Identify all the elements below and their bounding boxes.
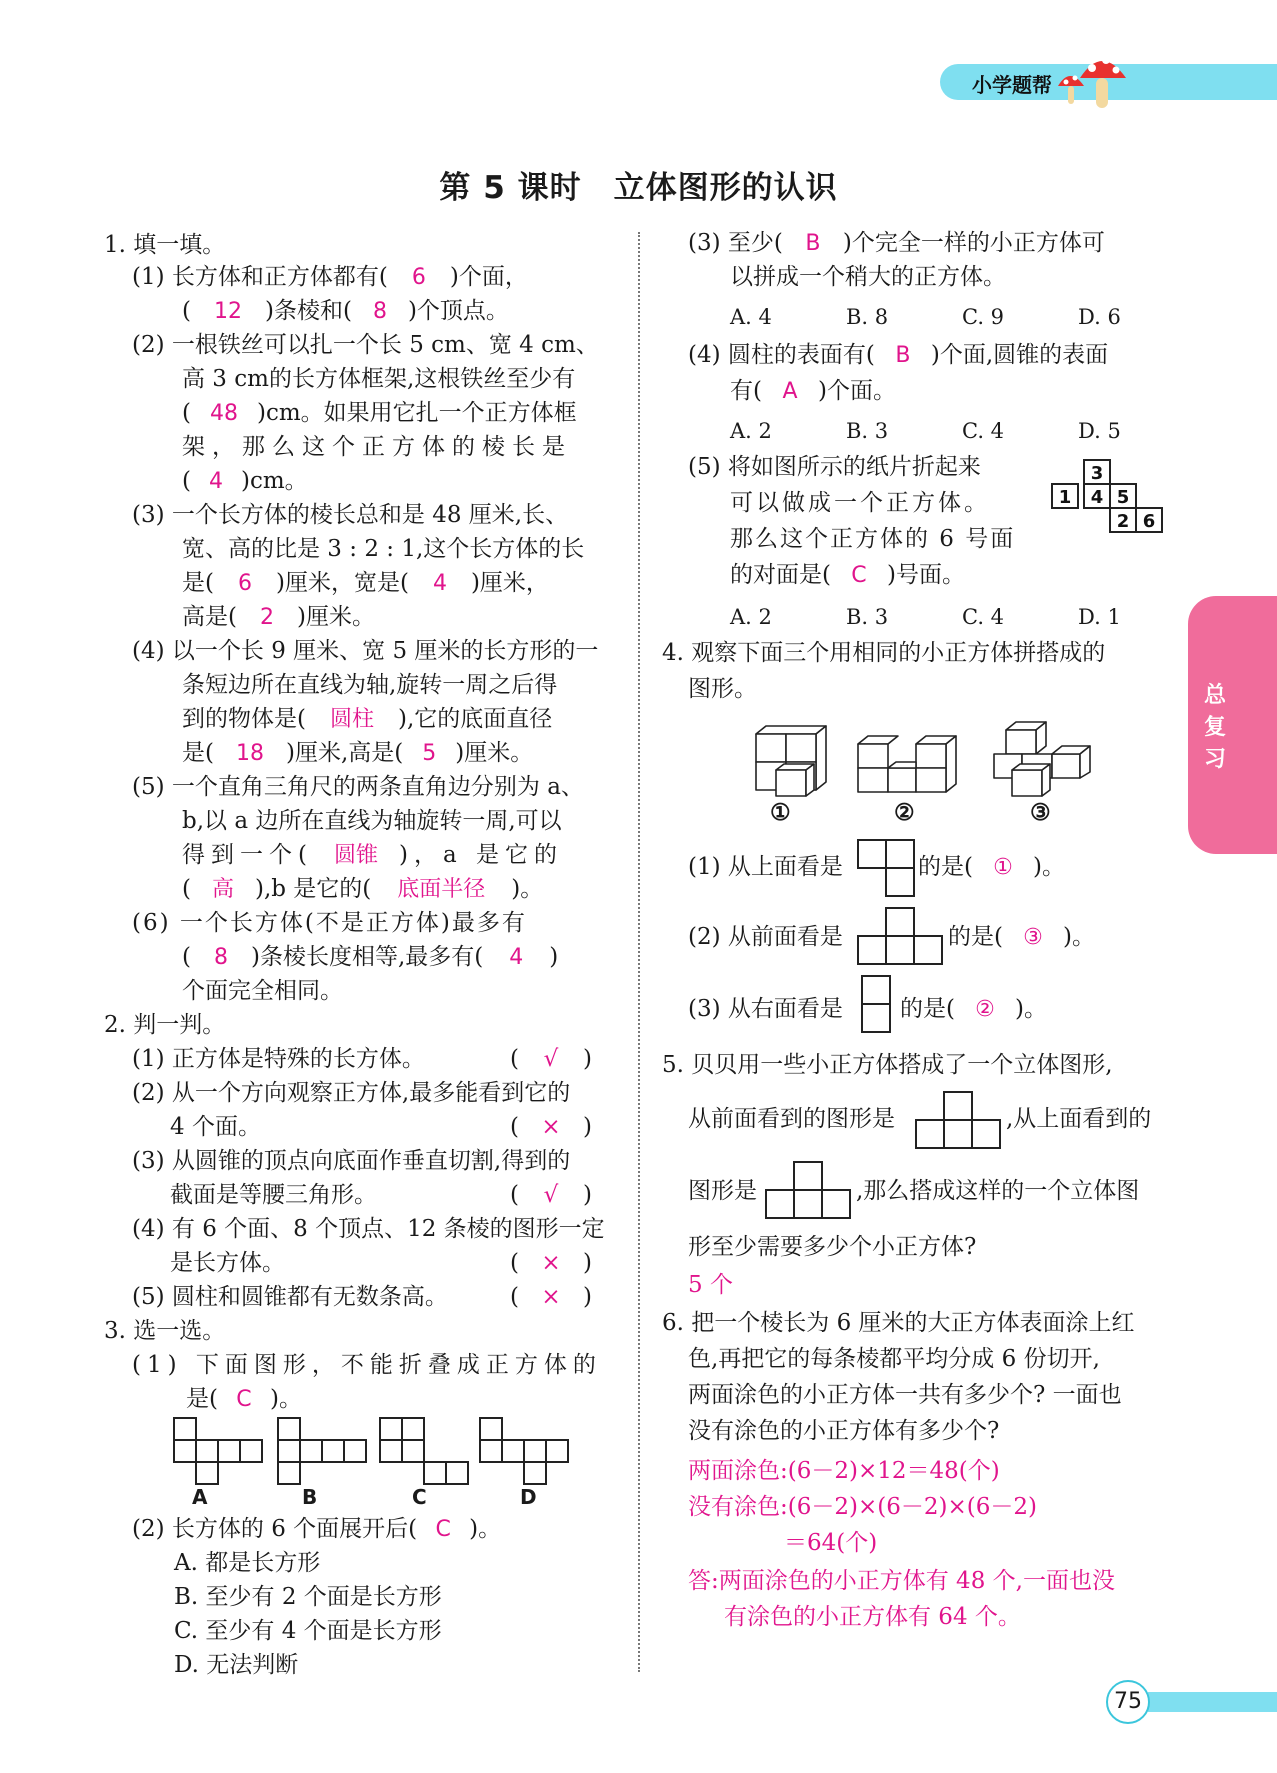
q5-answer: 5 个 xyxy=(688,1272,733,1298)
structure-3-label: ③ xyxy=(1030,799,1051,826)
q3-5-line4: 的对面是( C )号面。 xyxy=(730,562,965,588)
q3-3-option-c: C. 9 xyxy=(962,305,1005,329)
q6-line2: 色,再把它的每条棱都平均分成 6 份切开, xyxy=(688,1346,1100,1372)
q1-2-line2: 高 3 cm的长方体框架,这根铁丝至少有 xyxy=(182,366,576,392)
q6-answer-line2: 没有涂色:(6－2)×(6－2)×(6－2) xyxy=(688,1494,1037,1520)
q1-3-line3: 是( 6 )厘米，宽是( 4 )厘米， xyxy=(182,570,549,596)
q5-line1: 5. 贝贝用一些小正方体搭成了一个立体图形, xyxy=(662,1052,1113,1078)
q1-1-line: (1) 长方体和正方体都有( 6 )个面， xyxy=(132,264,528,290)
q3-3-option-d: D. 6 xyxy=(1078,305,1121,329)
q1-5-line2: b,以 a 边所在直线为轴旋转一周,可以 xyxy=(182,808,562,834)
q3-4-option-d: D. 5 xyxy=(1078,419,1121,443)
q4-1-view xyxy=(856,838,916,898)
q3-5-option-b: B. 3 xyxy=(846,605,889,629)
q3-4-option-c: C. 4 xyxy=(962,419,1005,443)
q6-answer-line1: 两面涂色:(6－2)×12＝48(个) xyxy=(688,1458,1000,1484)
q2-4-statement: (4) 有 6 个面、8 个顶点、12 条棱的图形一定 xyxy=(132,1216,605,1242)
q3-4-line: (4) 圆柱的表面有( B )个面,圆锥的表面 xyxy=(688,342,1109,368)
q1-4-line3: 到的物体是( 圆柱 ),它的底面直径 xyxy=(182,706,553,732)
q6-answer-line4: 答:两面涂色的小正方体有 48 个,一面也没 xyxy=(688,1568,1115,1594)
q3-3-option-b: B. 8 xyxy=(846,305,889,329)
q3-2-option-b: B. 至少有 2 个面是长方形 xyxy=(174,1584,442,1610)
q1-3-line2: 宽、高的比是 3 : 2 : 1,这个长方体的长 xyxy=(182,536,585,562)
q5-top-view xyxy=(764,1160,854,1222)
q2-2-statement: (2) 从一个方向观察正方体,最多能看到它的 xyxy=(132,1080,571,1106)
page-number: 75 xyxy=(1106,1680,1150,1724)
q4-2-suffix: 的是( ③ )。 xyxy=(948,924,1095,950)
q3-2-option-c: C. 至少有 4 个面是长方形 xyxy=(174,1618,442,1644)
net-face-2: 2 xyxy=(1116,511,1130,532)
q1-6-line: (6) 一个长方体(不是正方体)最多有 xyxy=(132,910,527,936)
q3-4-option-b: B. 3 xyxy=(846,419,889,443)
q2-2-statement2: 4 个面。 xyxy=(170,1114,261,1140)
column-divider xyxy=(638,232,640,1672)
q5-line2-prefix: 从前面看到的图形是 xyxy=(688,1106,895,1132)
q2-heading: 2. 判一判。 xyxy=(104,1012,226,1038)
q2-3-statement: (3) 从圆锥的顶点向底面作垂直切割,得到的 xyxy=(132,1148,571,1174)
net-label-d: D xyxy=(520,1485,537,1509)
q2-3-statement2: 截面是等腰三角形。 xyxy=(170,1182,377,1208)
q3-2-option-a: A. 都是长方形 xyxy=(174,1550,321,1576)
net-face-4: 4 xyxy=(1090,487,1104,508)
footer-bar xyxy=(1148,1692,1277,1712)
q6-line1: 6. 把一个棱长为 6 厘米的大正方体表面涂上红 xyxy=(662,1310,1135,1336)
q4-3-view xyxy=(860,974,894,1036)
q6-line4: 没有涂色的小正方体有多少个? xyxy=(688,1418,1000,1444)
q5-front-view xyxy=(914,1090,1004,1152)
header-badge: 小学题帮 xyxy=(972,73,1052,97)
q1-1-line2: ( 12 )条棱和( 8 )个顶点。 xyxy=(182,298,509,324)
q1-5-line4: ( 高 ),b 是它的( 底面半径 )。 xyxy=(182,876,544,902)
q2-2-answer: ( × ) xyxy=(510,1114,592,1140)
q3-1-line: (1) 下面图形，不能折叠成正方体的 xyxy=(132,1352,602,1378)
q3-5-option-a: A. 2 xyxy=(730,605,772,629)
net-face-5: 5 xyxy=(1116,487,1130,508)
q3-5-line: (5) 将如图所示的纸片折起来 xyxy=(688,454,981,480)
q4-3-suffix: 的是( ② )。 xyxy=(900,996,1047,1022)
q3-5-option-d: D. 1 xyxy=(1078,605,1121,629)
q3-5-line3: 那么这个正方体的 6 号面 xyxy=(730,526,1016,552)
net-face-1: 1 xyxy=(1058,487,1072,508)
q5-line2-suffix: ,从上面看到的 xyxy=(1006,1106,1152,1132)
q1-2-line3: ( 48 )cm。如果用它扎一个正方体框 xyxy=(182,400,577,426)
q3-3-line: (3) 至少( B )个完全一样的小正方体可 xyxy=(688,230,1105,256)
structure-3 xyxy=(994,722,1090,796)
cube-structures xyxy=(748,714,1108,822)
q3-2-option-d: D. 无法判断 xyxy=(174,1652,299,1678)
structure-1 xyxy=(756,726,826,796)
q1-3-line: (3) 一个长方体的棱长总和是 48 厘米,长、 xyxy=(132,502,569,528)
q4-3-prefix: (3) 从右面看是 xyxy=(688,996,843,1022)
q4-1-suffix: 的是( ① )。 xyxy=(918,854,1065,880)
q2-3-answer: ( √ ) xyxy=(510,1182,592,1208)
structure-2-label: ② xyxy=(894,799,915,826)
q1-5-line3: 得到一个( 圆锥 )，a 是它的 xyxy=(182,842,563,868)
net-c xyxy=(380,1418,468,1484)
q2-4-statement2: 是长方体。 xyxy=(170,1250,285,1276)
q3-4-line2: 有( A )个面。 xyxy=(730,378,896,404)
net-face-6: 6 xyxy=(1142,511,1156,532)
q5-line3-prefix: 图形是 xyxy=(688,1178,757,1204)
net-b xyxy=(278,1418,366,1484)
net-label-b: B xyxy=(302,1485,318,1509)
net-label-a: A xyxy=(192,1485,208,1509)
net-a xyxy=(174,1418,262,1484)
q2-5-answer: ( × ) xyxy=(510,1284,592,1310)
q2-4-answer: ( × ) xyxy=(510,1250,592,1276)
q4-heading2: 图形。 xyxy=(688,676,757,702)
q6-line3: 两面涂色的小正方体一共有多少个? 一面也 xyxy=(688,1382,1122,1408)
q3-heading: 3. 选一选。 xyxy=(104,1318,226,1344)
q1-6-line3: 个面完全相同。 xyxy=(182,978,343,1004)
q2-5-statement: (5) 圆柱和圆锥都有无数条高。 xyxy=(132,1284,448,1310)
net-d xyxy=(480,1418,568,1484)
q1-heading: 1. 填一填。 xyxy=(104,232,226,258)
q1-6-line2: ( 8 )条棱长度相等,最多有( 4 ) xyxy=(182,944,559,970)
q1-2-line: (2) 一根铁丝可以扎一个长 5 cm、宽 4 cm、 xyxy=(132,332,599,358)
q2-1-statement: (1) 正方体是特殊的长方体。 xyxy=(132,1046,425,1072)
side-tab-label: 总复习 xyxy=(1203,683,1226,772)
structure-1-label: ① xyxy=(770,799,791,826)
q6-answer-line3: ＝64(个) xyxy=(784,1530,878,1556)
q1-2-line4: 架，那么这个正方体的棱长是 xyxy=(182,434,572,460)
q3-5-option-c: C. 4 xyxy=(962,605,1005,629)
mushroom-icon xyxy=(1050,44,1140,114)
page-title: 第 5 课时 立体图形的认识 xyxy=(439,170,838,206)
q5-line4: 形至少需要多少个小正方体? xyxy=(688,1234,977,1260)
q3-3-option-a: A. 4 xyxy=(730,305,772,329)
q4-2-view xyxy=(856,906,946,968)
q1-3-line4: 高是( 2 )厘米。 xyxy=(182,604,375,630)
numbered-net xyxy=(1048,456,1204,548)
q1-4-line: (4) 以一个长 9 厘米、宽 5 厘米的长方形的一 xyxy=(132,638,599,664)
q4-heading: 4. 观察下面三个用相同的小正方体拼搭成的 xyxy=(662,640,1106,666)
q1-2-line5: ( 4 )cm。 xyxy=(182,468,308,494)
q3-3-line2: 以拼成一个稍大的正方体。 xyxy=(730,264,1006,290)
q3-2-line: (2) 长方体的 6 个面展开后( C )。 xyxy=(132,1516,502,1542)
q2-1-answer: ( √ ) xyxy=(510,1046,592,1072)
q5-line3-suffix: ,那么搭成这样的一个立体图 xyxy=(856,1178,1140,1204)
q6-answer-line5: 有涂色的小正方体有 64 个。 xyxy=(724,1604,1021,1630)
cube-nets xyxy=(170,1414,580,1514)
q4-2-prefix: (2) 从前面看是 xyxy=(688,924,843,950)
q3-4-option-a: A. 2 xyxy=(730,419,772,443)
q3-1-line2: 是( C )。 xyxy=(186,1386,302,1412)
structure-2 xyxy=(858,736,956,792)
q3-5-line2: 可以做成一个正方体。 xyxy=(730,490,990,516)
q1-4-line2: 条短边所在直线为轴,旋转一周之后得 xyxy=(182,672,558,698)
q1-5-line: (5) 一个直角三角尺的两条直角边分别为 a、 xyxy=(132,774,584,800)
q4-1-prefix: (1) 从上面看是 xyxy=(688,854,843,880)
net-label-c: C xyxy=(412,1485,427,1509)
net-face-3: 3 xyxy=(1090,463,1104,484)
q1-4-line4: 是( 18 )厘米,高是( 5 )厘米。 xyxy=(182,740,534,766)
